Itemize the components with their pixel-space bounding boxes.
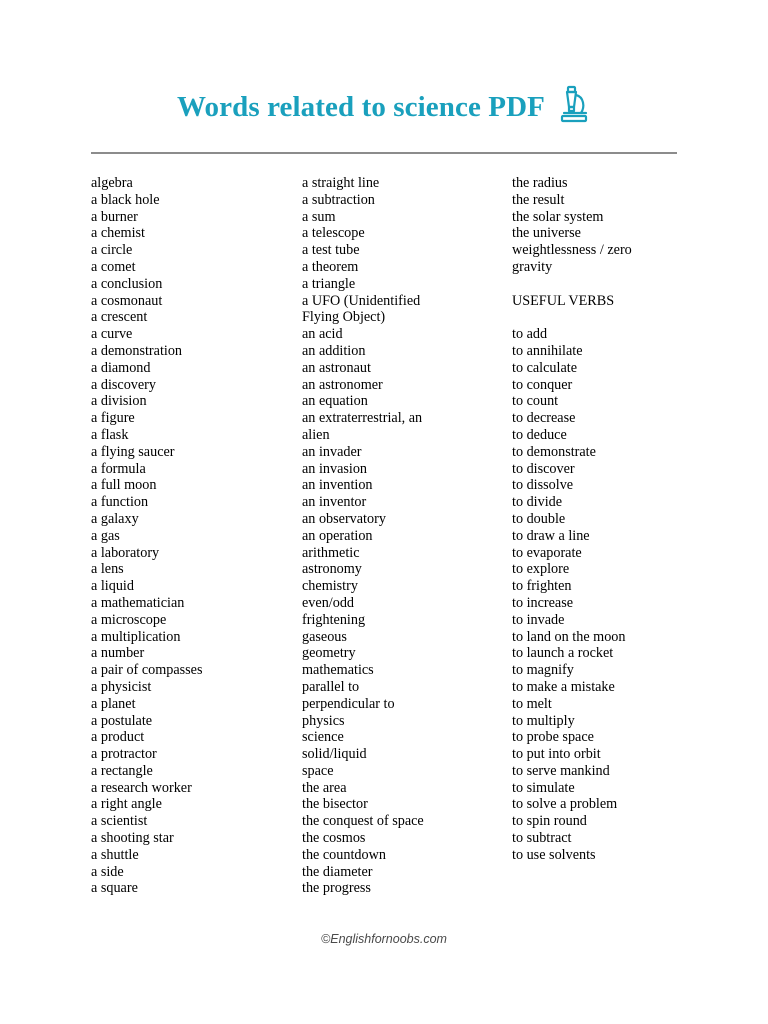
word-item: to discover — [512, 460, 575, 477]
word-item: a demonstration — [91, 342, 183, 359]
word-item: a liquid — [91, 578, 134, 595]
blank-line — [512, 276, 712, 293]
word-item: a pair of compasses — [91, 662, 203, 679]
word-item: to increase — [512, 594, 574, 611]
word-item: a flying saucer — [91, 443, 175, 460]
word-item: to subtract — [512, 830, 572, 847]
word-item: an invention — [302, 477, 373, 494]
word-item: an operation — [302, 527, 373, 544]
word-item: to annihilate — [512, 342, 583, 359]
word-item: a function — [91, 494, 149, 511]
word-item: to deduce — [512, 426, 567, 443]
word-item: a triangle — [302, 275, 356, 292]
page-title: Words related to science PDF — [177, 90, 545, 123]
word-item: to calculate — [512, 359, 577, 376]
word-item: to count — [512, 393, 559, 410]
word-item: to melt — [512, 695, 552, 712]
word-item: a side — [91, 863, 124, 880]
word-item: to put into orbit — [512, 746, 601, 763]
word-item: a scientist — [91, 813, 148, 830]
word-item: a product — [91, 729, 145, 746]
word-item: to dissolve — [512, 477, 574, 494]
word-item: to magnify — [512, 662, 574, 679]
word-item: weightlessness / zero — [512, 242, 632, 259]
word-item: to simulate — [512, 779, 575, 796]
word-item: an invader — [302, 443, 362, 460]
word-column-3 — [512, 175, 712, 864]
word-item: a crescent — [91, 309, 148, 326]
word-item: a formula — [91, 460, 146, 477]
word-item: geometry — [302, 645, 356, 662]
word-item: to evaporate — [512, 544, 582, 561]
word-item: a black hole — [91, 191, 160, 208]
word-item: the universe — [512, 225, 581, 242]
word-item: to land on the moon — [512, 628, 626, 645]
word-item: to explore — [512, 561, 570, 578]
word-item: Flying Object) — [302, 309, 386, 326]
word-item: a division — [91, 393, 147, 410]
word-item: the cosmos — [302, 830, 366, 847]
word-item: an inventor — [302, 494, 367, 511]
word-item: a shooting star — [91, 830, 174, 847]
word-item: space — [302, 762, 334, 779]
word-item: a full moon — [91, 477, 157, 494]
word-item: an invasion — [302, 460, 368, 477]
word-item: a protractor — [91, 746, 157, 763]
word-item: the diameter — [302, 863, 373, 880]
word-item: the conquest of space — [302, 813, 424, 830]
word-item: a comet — [91, 258, 136, 275]
word-item: a curve — [91, 326, 133, 343]
word-item: a gas — [91, 527, 120, 544]
word-item: a postulate — [91, 712, 153, 729]
word-column-1 — [91, 175, 291, 897]
word-item: a diamond — [91, 359, 151, 376]
word-item: a cosmonaut — [91, 292, 163, 309]
word-item: a circle — [91, 242, 133, 259]
word-item: solid/liquid — [302, 746, 367, 763]
word-item: the area — [302, 779, 347, 796]
word-item: to invade — [512, 611, 565, 628]
word-item: to frighten — [512, 578, 572, 595]
word-item: an equation — [302, 393, 368, 410]
word-item: an observatory — [302, 510, 386, 527]
word-item: a test tube — [302, 242, 360, 259]
word-item: gravity — [512, 258, 553, 275]
word-item: gaseous — [302, 628, 347, 645]
word-item: a multiplication — [91, 628, 181, 645]
word-item: a straight line — [302, 175, 380, 191]
word-column-2 — [302, 175, 502, 897]
word-item: a microscope — [91, 611, 167, 628]
word-item: a discovery — [91, 376, 157, 393]
word-item: to divide — [512, 494, 563, 511]
word-item: a theorem — [302, 258, 359, 275]
word-item: to serve mankind — [512, 762, 610, 779]
blank-line — [512, 309, 712, 326]
page-header — [0, 88, 768, 126]
word-item: a UFO (Unidentified — [302, 292, 421, 309]
word-item: an astronaut — [302, 359, 371, 376]
word-item: even/odd — [302, 594, 355, 611]
microscope-icon — [557, 85, 591, 123]
word-item: a mathematician — [91, 594, 185, 611]
word-item: a shuttle — [91, 846, 139, 863]
word-item: an extraterrestrial, an — [302, 410, 423, 427]
word-item: to draw a line — [512, 527, 590, 544]
word-item: to spin round — [512, 813, 587, 830]
word-item: the result — [512, 191, 565, 208]
word-item: a rectangle — [91, 762, 153, 779]
word-item: a research worker — [91, 779, 192, 796]
word-item: a laboratory — [91, 544, 160, 561]
word-item: to use solvents — [512, 846, 596, 863]
word-item: to conquer — [512, 376, 573, 393]
word-item: to probe space — [512, 729, 594, 746]
word-item: science — [302, 729, 344, 746]
word-item: the progress — [302, 880, 371, 897]
word-item: to demonstrate — [512, 443, 596, 460]
word-item: the countdown — [302, 846, 386, 863]
word-item: to multiply — [512, 712, 575, 729]
word-item: a telescope — [302, 225, 365, 242]
word-item: a planet — [91, 695, 136, 712]
word-item: to decrease — [512, 410, 576, 427]
word-item: arithmetic — [302, 544, 360, 561]
word-item: the radius — [512, 175, 568, 191]
copyright-footer: ©Englishfornoobs.com — [321, 932, 447, 946]
word-item: to add — [512, 326, 548, 343]
word-item: a physicist — [91, 678, 152, 695]
word-item: astronomy — [302, 561, 362, 578]
word-item: parallel to — [302, 678, 360, 695]
word-item: a burner — [91, 208, 138, 225]
word-item: a galaxy — [91, 510, 139, 527]
word-item: chemistry — [302, 578, 358, 595]
word-item: physics — [302, 712, 345, 729]
word-item: a flask — [91, 426, 129, 443]
word-item: a lens — [91, 561, 124, 578]
word-item: an acid — [302, 326, 343, 343]
word-item: the bisector — [302, 796, 368, 813]
word-item: a sum — [302, 208, 336, 225]
word-item: a square — [91, 880, 138, 897]
word-item: the solar system — [512, 208, 604, 225]
word-item: to make a mistake — [512, 678, 615, 695]
header-divider — [91, 152, 677, 154]
word-item: a chemist — [91, 225, 145, 242]
word-item: a figure — [91, 410, 135, 427]
word-item: a right angle — [91, 796, 162, 813]
word-item: an astronomer — [302, 376, 383, 393]
word-item: to solve a problem — [512, 796, 618, 813]
word-item: a number — [91, 645, 145, 662]
word-item: frightening — [302, 611, 366, 628]
word-item: alien — [302, 426, 330, 443]
word-item: to launch a rocket — [512, 645, 614, 662]
word-item: algebra — [91, 175, 133, 191]
word-item: perpendicular to — [302, 695, 395, 712]
word-item: a conclusion — [91, 275, 163, 292]
word-item: a subtraction — [302, 191, 375, 208]
word-item: an addition — [302, 342, 366, 359]
word-item: to double — [512, 510, 566, 527]
word-item: mathematics — [302, 662, 374, 679]
section-heading: USEFUL VERBS — [512, 292, 615, 309]
